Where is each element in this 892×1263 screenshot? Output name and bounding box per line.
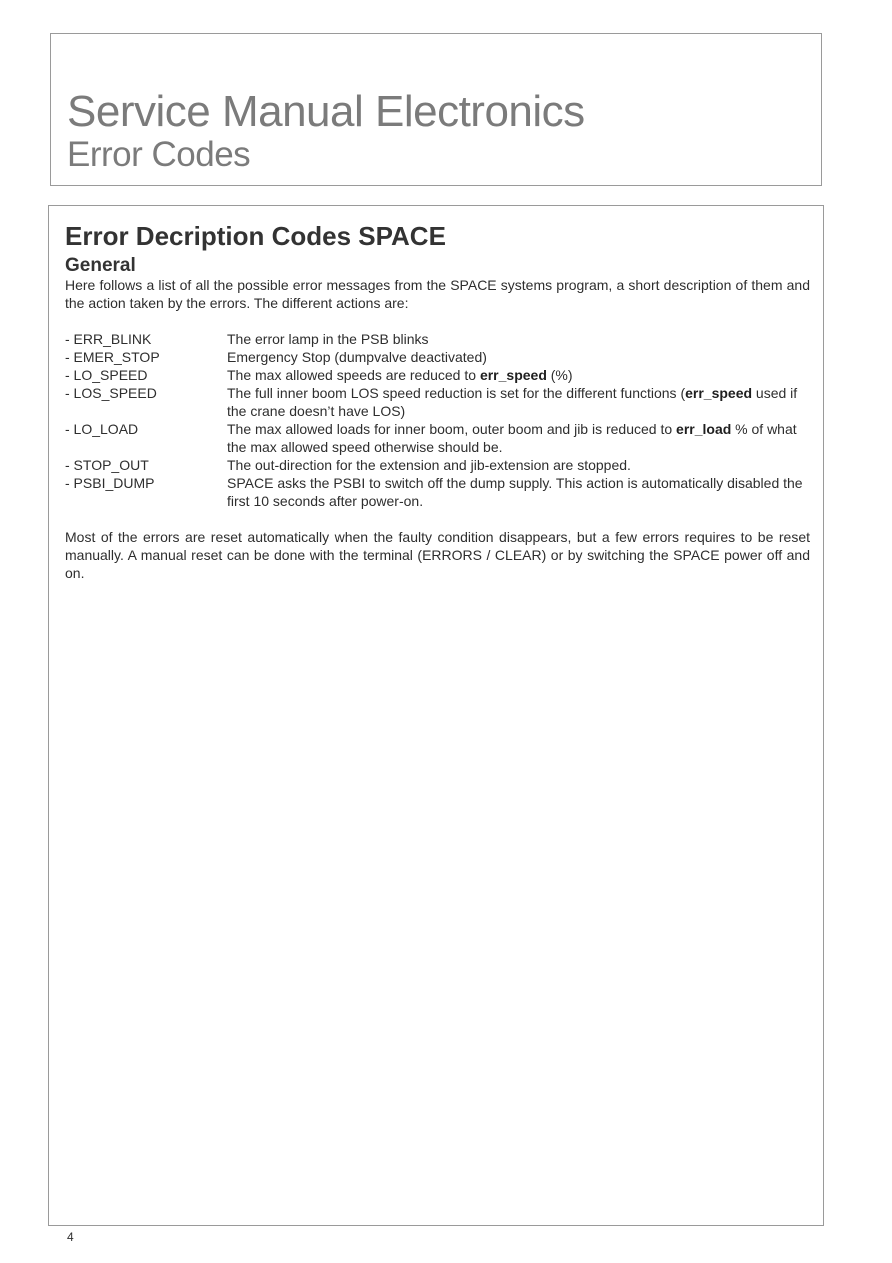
action-code: - LO_SPEED (65, 367, 148, 383)
page-number: 4 (67, 1230, 74, 1244)
action-description-bold: err_load (676, 421, 732, 437)
section-title: Error Decription Codes SPACE (65, 221, 446, 251)
action-row (65, 474, 810, 510)
action-row (65, 420, 810, 456)
manual-title: Service Manual Electronics (67, 87, 585, 136)
action-row (65, 384, 810, 420)
action-row (65, 330, 810, 348)
content-box (48, 205, 824, 1226)
action-description (227, 366, 810, 384)
action-row (65, 348, 810, 366)
intro-paragraph: Here follows a list of all the possible error messages from the SPACE systems program, a short description of them and the action taken by the errors. The different actions are: (65, 277, 810, 311)
action-description-bold: err_speed (685, 385, 753, 401)
action-description-text: The max allowed loads for inner boom, outer boom and jib is reduced to (227, 421, 677, 437)
action-code: - PSBI_DUMP (65, 475, 155, 491)
action-code: - STOP_OUT (65, 457, 149, 473)
action-description-bold: err_speed (479, 367, 547, 383)
action-description (227, 330, 810, 348)
action-description-text: Emergency Stop (dumpvalve deactivated) (227, 349, 487, 365)
outro-paragraph: Most of the errors are reset automatically when the faulty condition disappears, but a few errors requires to be reset manually. A manual reset can be done with the terminal (ERRORS / CLEAR) or by switching the SPACE power off and on. (65, 529, 810, 581)
section-subtitle: General (65, 255, 136, 276)
action-description-tail: used if the crane doesn’t have LOS) (227, 385, 798, 419)
content-inner (65, 220, 810, 596)
action-description (227, 384, 810, 420)
manual-subtitle: Error Codes (67, 135, 251, 174)
action-description-text: SPACE asks the PSBI to switch off the dump supply. This action is automatically disabled the first 10 seconds after power-on. (227, 475, 803, 509)
action-description-text: The full inner boom LOS speed reduction is set for the different functions ( (227, 385, 686, 401)
action-row (65, 456, 810, 474)
action-description-tail: % of what the max allowed speed otherwise should be. (227, 421, 797, 455)
action-description-text: The error lamp in the PSB blinks (227, 331, 429, 347)
action-code: - LOS_SPEED (65, 385, 157, 401)
action-description-text: The out-direction for the extension and jib-extension are stopped. (227, 457, 631, 473)
action-description (227, 474, 810, 510)
action-code: - ERR_BLINK (65, 331, 152, 347)
action-code: - EMER_STOP (65, 349, 160, 365)
action-description (227, 420, 810, 456)
action-description (227, 348, 810, 366)
action-code: - LO_LOAD (65, 421, 139, 437)
action-description-tail: (%) (546, 367, 573, 383)
actions-list (65, 330, 810, 510)
action-description (227, 456, 810, 474)
header-box (50, 33, 822, 186)
action-description-text: The max allowed speeds are reduced to (227, 367, 480, 383)
action-row (65, 366, 810, 384)
